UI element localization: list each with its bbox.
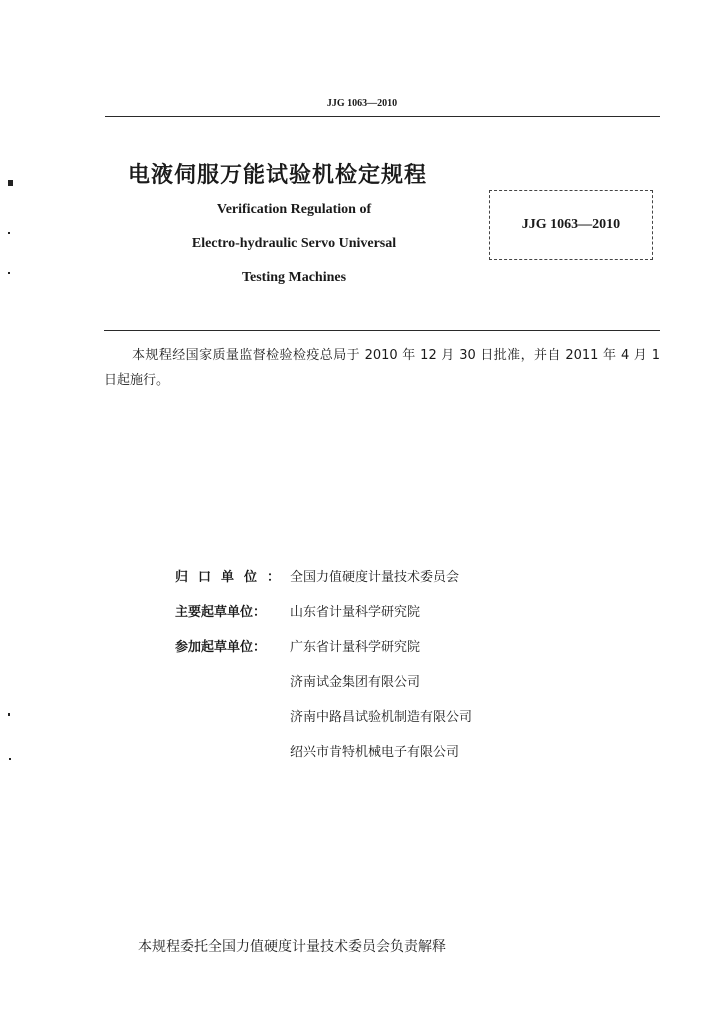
participating-unit-label: 参加起草单位： bbox=[175, 640, 267, 655]
header-rule bbox=[105, 116, 660, 117]
document-title-chinese: 电液伺服万能试验机检定规程 bbox=[128, 163, 428, 188]
participating-unit-value-3: 济南中路昌试验机制造有限公司 bbox=[290, 710, 473, 725]
document-title-english-line1: Verification Regulation of bbox=[216, 202, 372, 217]
interpretation-note: 本规程委托全国力值硬度计量技术委员会负责解释 bbox=[138, 939, 446, 955]
scan-speck bbox=[8, 272, 10, 274]
participating-unit-value-2: 济南试金集团有限公司 bbox=[290, 675, 421, 690]
title-rule bbox=[104, 330, 660, 331]
scan-speck bbox=[8, 232, 10, 234]
document-title-english-line2: Electro-hydraulic Servo Universal bbox=[191, 236, 397, 251]
scan-speck bbox=[8, 180, 13, 186]
document-title-english-line3: Testing Machines bbox=[241, 270, 347, 285]
standard-code-box bbox=[489, 190, 653, 260]
scan-speck bbox=[8, 713, 10, 716]
approval-statement: 本规程经国家质量监督检验检疫总局于 2010 年 12 月 30 日批准，并自 2011 年 4 月 1 日起施行。 bbox=[104, 348, 660, 388]
header-standard-code: JJG 1063—2010 bbox=[326, 98, 398, 109]
standard-code-box-text: JJG 1063—2010 bbox=[521, 217, 621, 232]
participating-unit-value-4: 绍兴市肯特机械电子有限公司 bbox=[290, 745, 460, 760]
responsible-unit-label: 归口单位： bbox=[175, 570, 291, 585]
scan-speck bbox=[9, 758, 11, 760]
main-drafting-unit-value: 山东省计量科学研究院 bbox=[290, 605, 421, 620]
responsible-unit-value: 全国力值硬度计量技术委员会 bbox=[290, 570, 460, 585]
main-drafting-unit-label: 主要起草单位： bbox=[175, 605, 267, 620]
participating-unit-value-1: 广东省计量科学研究院 bbox=[290, 640, 421, 655]
